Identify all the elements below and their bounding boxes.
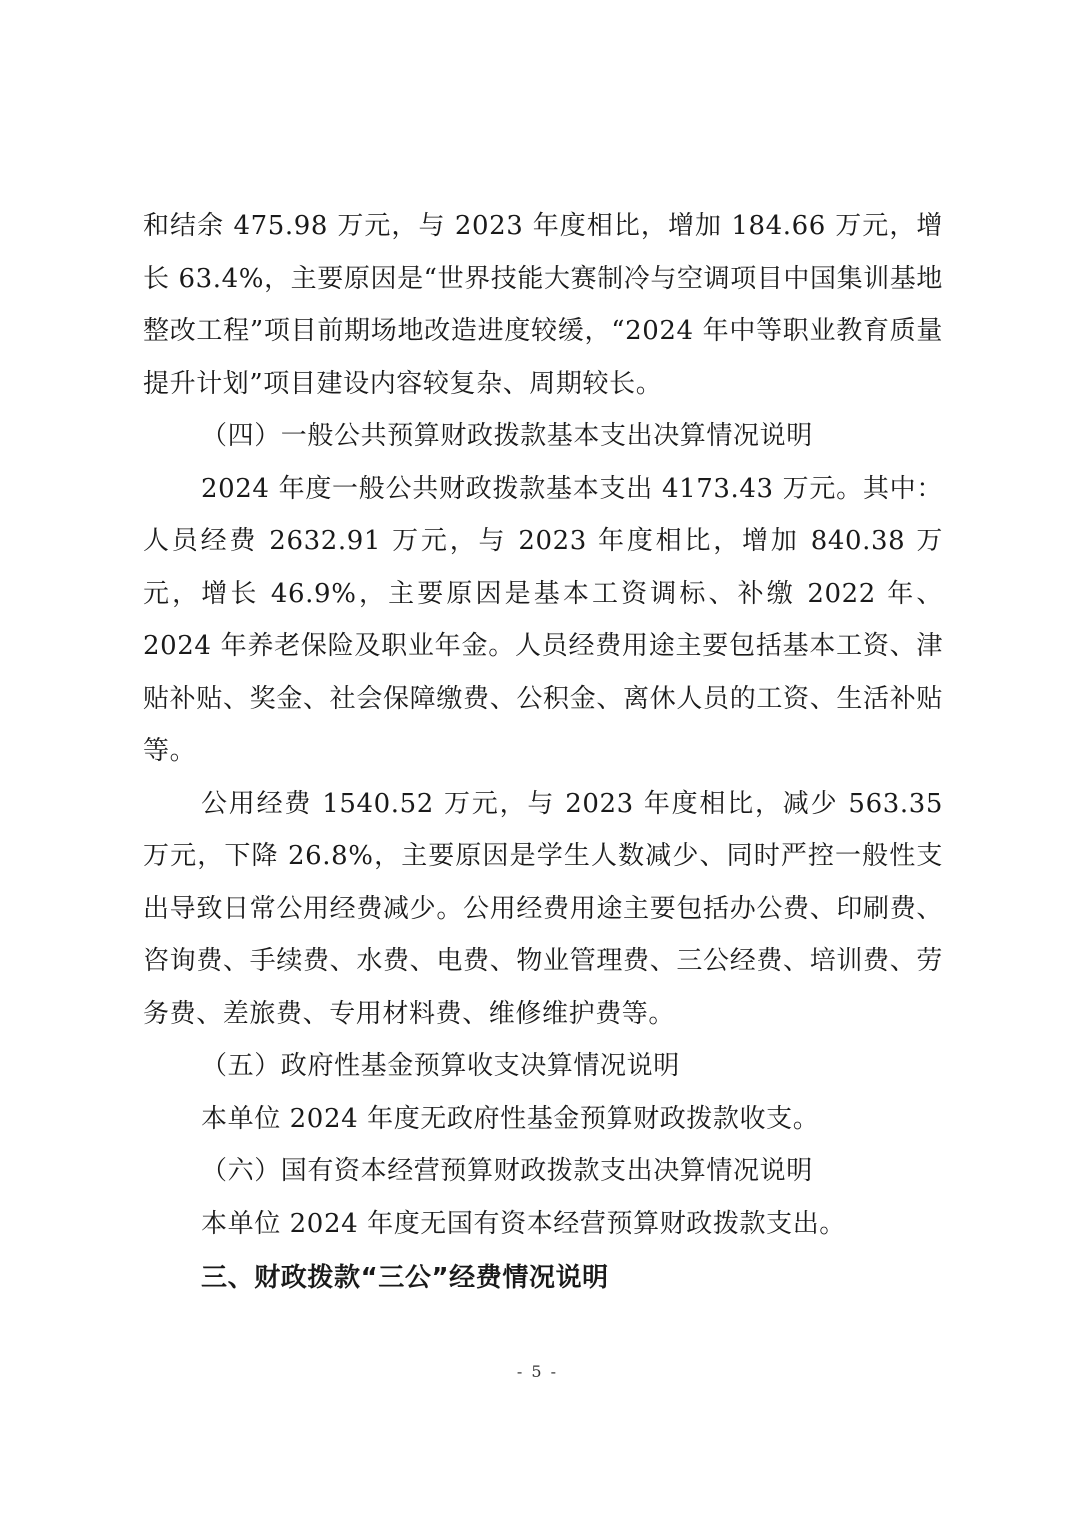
paragraph-state-capital-none: 本单位 2024 年度无国有资本经营预算财政拨款支出。	[201, 1208, 846, 1239]
subheading-general-budget-basic-expenditure: （四）一般公共预算财政拨款基本支出决算情况说明	[201, 421, 813, 451]
page-number: - 5 -	[516, 1362, 559, 1381]
subheading-state-capital-budget: （六）国有资本经营预算财政拨款支出决算情况说明	[201, 1156, 813, 1186]
paragraph-public-expenses: 公用经费 1540.52 万元，与 2023 年度相比，减少 563.35 万元，下降 26.8%，主要原因是学生人数减少、同时严控一般性支出导致日常公用经费减少。公用经费用途主要包括办公费、印刷费、咨询费、手续费、水费、电费、物业管理费、三公经费、培训费、劳务费、差旅费、专用材料费、维修维护费等。	[143, 788, 943, 1029]
section-heading-three-public-expenses: 三、财政拨款“三公”经费情况说明	[201, 1263, 609, 1293]
subheading-government-fund-budget: （五）政府性基金预算收支决算情况说明	[201, 1051, 680, 1081]
paragraph-carryover: 和结余 475.98 万元，与 2023 年度相比，增加 184.66 万元，增长 63.4%，主要原因是“世界技能大赛制冷与空调项目中国集训基地整改工程”项目前期场地改造进度较缓，“2024 年中等职业教育质量提升计划”项目建设内容较复杂、周期较长。	[143, 211, 943, 399]
paragraph-government-fund-none: 本单位 2024 年度无政府性基金预算财政拨款收支。	[201, 1103, 820, 1134]
paragraph-personnel-expenses: 2024 年度一般公共财政拨款基本支出 4173.43 万元。其中：人员经费 2632.91 万元，与 2023 年度相比，增加 840.38 万元，增长 46.9%，主要原因是基本工资调标、补缴 2022 年、2024 年养老保险及职业年金。人员经费用途主要包括基本工资、津贴补贴、奖金、社会保障缴费、公积金、离休人员的工资、生活补贴等。	[143, 473, 943, 766]
document-body	[143, 200, 943, 1305]
